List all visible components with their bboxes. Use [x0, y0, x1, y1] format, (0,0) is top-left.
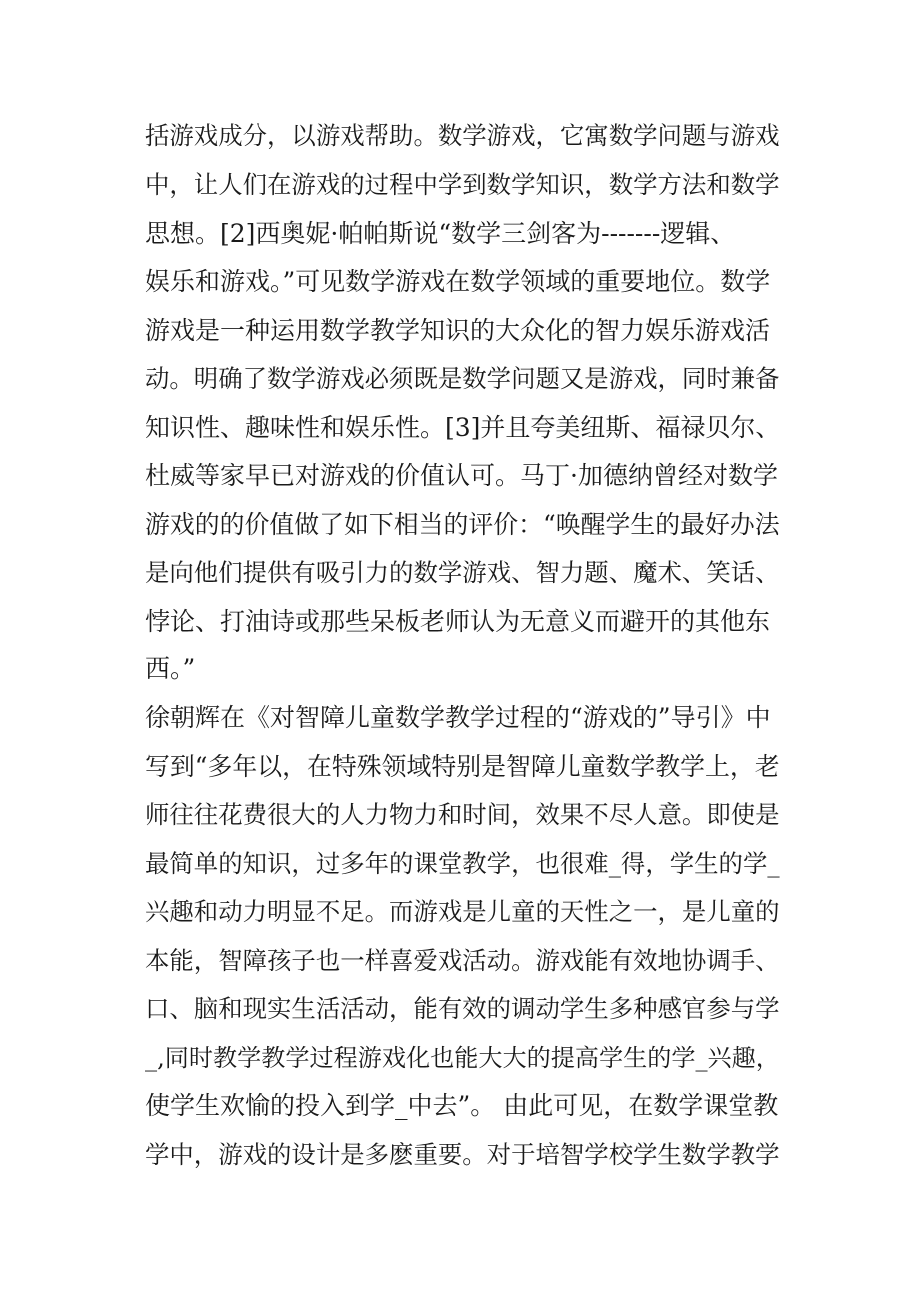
text-line: 写到“多年以，在特殊领域特别是智障儿童数学教学上，老 — [145, 752, 780, 781]
text-line: 徐朝辉在《对智障儿童数学教学过程的“游戏的”导引》中 — [145, 703, 771, 732]
text-line: 娱乐和游戏。”可见数学游戏在数学领域的重要地位。数学 — [145, 267, 771, 296]
text-line: 使学生欢愉的投入到学_中去”。 由此可见，在数学课堂教 — [145, 1091, 779, 1120]
text-line: 中，让人们在游戏的过程中学到数学知识，数学方法和数学 — [145, 170, 780, 199]
text-line: 兴趣和动力明显不足。而游戏是儿童的天性之一，是儿童的 — [145, 897, 780, 926]
text-line: 师往往花费很大的人力物力和时间，效果不尽人意。即使是 — [145, 800, 780, 829]
text-line: 括游戏成分，以游戏帮助。数学游戏，它寓数学问题与游戏 — [145, 121, 780, 150]
text-line: 知识性、趣味性和娱乐性。[3]并且夸美纽斯、福禄贝尔、 — [145, 413, 781, 442]
text-line: 学中，游戏的设计是多麽重要。对于培智学校学生数学教学 — [145, 1140, 780, 1169]
text-line: _,同时教学教学过程游戏化也能大大的提高学生的学_兴趣， — [145, 1044, 780, 1072]
text-line: 悖论、打油诗或那些呆板老师认为无意义而避开的其他东 — [145, 607, 771, 636]
text-line: 本能，智障孩子也一样喜爱戏活动。游戏能有效地协调手、 — [145, 946, 780, 975]
text-line: 思想。[2]西奥妮·帕帕斯说“数学三剑客为-------逻辑、 — [145, 219, 736, 248]
text-line: 游戏的的价值做了如下相当的评价：“唤醒学生的最好办法 — [145, 510, 780, 539]
text-line: 动。明确了数学游戏必须既是数学问题又是游戏，同时兼备 — [145, 364, 780, 393]
text-line: 杜威等家早已对游戏的价值认可。马丁·加德纳曾经对数学 — [145, 461, 778, 490]
text-line: 游戏是一种运用数学教学知识的大众化的智力娱乐游戏活 — [145, 316, 771, 345]
text-line: 最简单的知识，过多年的课堂教学，也很难_得，学生的学_ — [145, 849, 780, 878]
text-line: 是向他们提供有吸引力的数学游戏、智力题、魔术、笑话、 — [145, 558, 780, 587]
text-line: 口、脑和现实生活活动，能有效的调动学生多种感官参与学 — [145, 994, 780, 1023]
text-line: 西。” — [145, 654, 196, 683]
